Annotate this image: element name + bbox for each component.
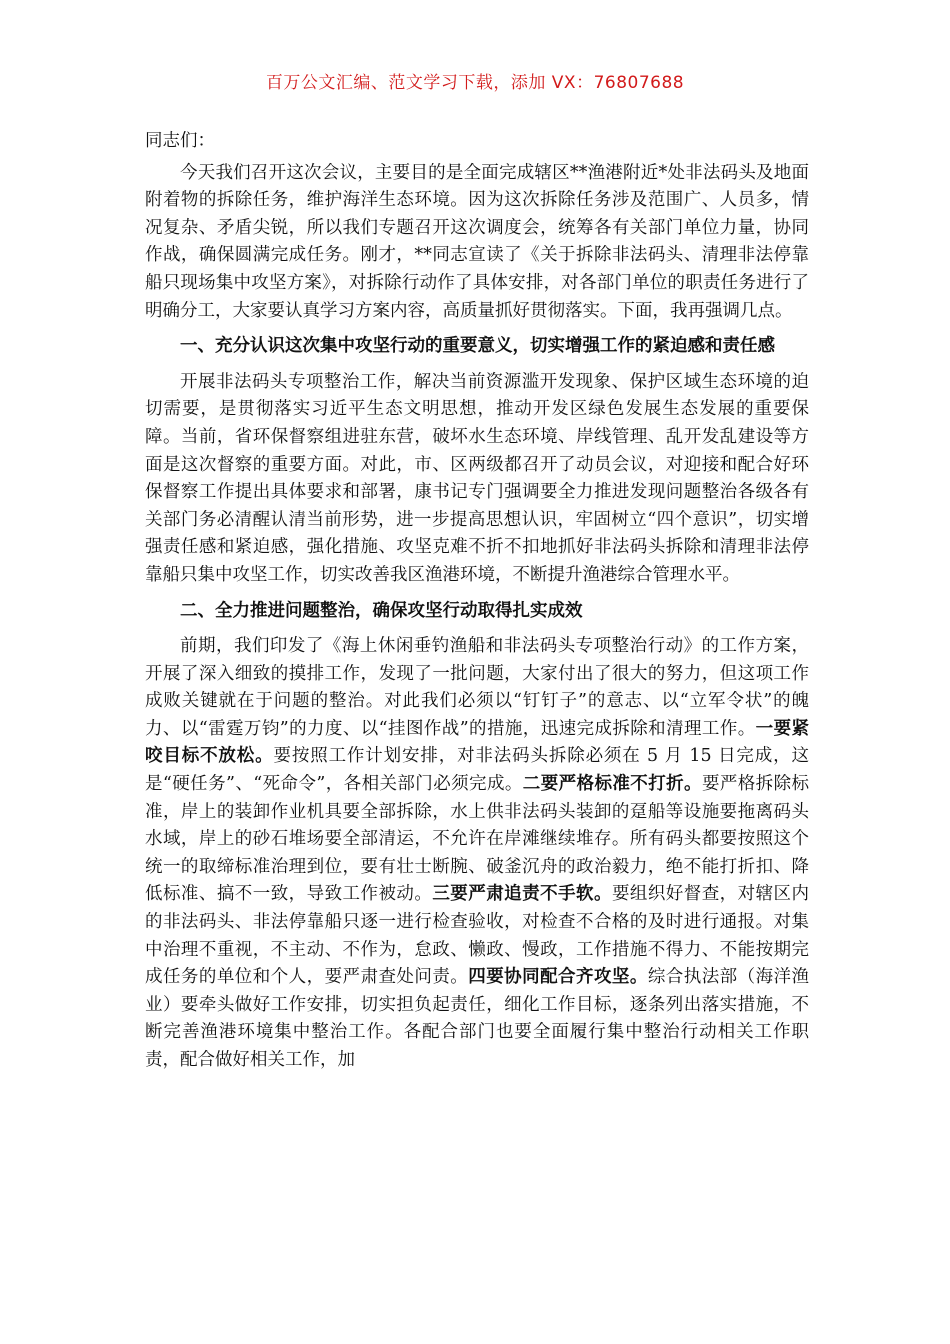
section-2-paragraph bbox=[145, 633, 809, 1075]
watermark-header: 百万公文汇编、范文学习下载，添加 VX：76807688 bbox=[265, 73, 685, 93]
salutation: 同志们： bbox=[145, 131, 215, 151]
section-2-text-d: 要组织好督查，对辖区内的非法码头、非法停靠船只逐一进行检查验收，对检查不合格的及时进行通报。对集中治理不重视，不主动、不作为，怠政、懒政、慢政，工作措施不得力、不能按期完成任务的单位和个人，要严肃查处问责。 bbox=[145, 884, 810, 988]
point-3-title: 三要严肃追责不手软。 bbox=[432, 884, 612, 905]
point-2-title: 二要严格标准不打折。 bbox=[522, 774, 702, 795]
section-2-text-a: 前期，我们印发了《海上休闲垂钓渔船和非法码头专项整治行动》的工作方案，开展了深入细致的摸排工作，发现了一批问题，大家付出了很大的努力，但这项工作成败关键就在于问题的整治。对此我们必须以“钉钉子”的意志、以“立军令状”的魄力、以“雷霆万钧”的力度、以“挂图作战”的措施，迅速完成拆除和清理工作。 bbox=[145, 636, 809, 739]
document-body bbox=[145, 128, 809, 1083]
section-1-heading: 一、充分认识这次集中攻坚行动的重要意义，切实增强工作的紧迫感和责任感 bbox=[180, 336, 775, 357]
point-1-title: 一要紧咬目标不放松。 bbox=[145, 718, 809, 767]
section-2-text-b: 要按照工作计划安排，对非法码头拆除必须在 5 月 15 日完成，这是“硬任务”、“死命令”，各相关部门必须完成。 bbox=[145, 746, 809, 795]
section-1-paragraph: 开展非法码头专项整治工作，解决当前资源滥开发现象、保护区域生态环境的迫切需要，是贯彻落实习近平生态文明思想，推动开发区绿色发展生态发展的重要保障。当前，省环保督察组进驻东营，破坏水生态环境、岸线管理、乱开发乱建设等方面是这次督察的重要方面。对此，市、区两级都召开了动员会议，对迎接和配合好环保督察工作提出具体要求和部署，康书记专门强调要全力推进发现问题整治各级各有关部门务必清醒认清当前形势，进一步提高思想认识，牢固树立“四个意识”，切实增强责任感和紧迫感，强化措施、攻坚克难不折不扣地抓好非法码头拆除和清理非法停靠船只集中攻坚工作，切实改善我区渔港环境，不断提升渔港综合管理水平。 bbox=[145, 371, 809, 585]
point-4-title: 四要协同配合齐攻坚。 bbox=[468, 967, 648, 988]
section-2-heading: 二、全力推进问题整治，确保攻坚行动取得扎实成效 bbox=[180, 600, 583, 621]
intro-paragraph: 今天我们召开这次会议，主要目的是全面完成辖区**渔港附近*处非法码头及地面附着物的拆除任务，维护海洋生态环境。因为这次拆除任务涉及范围广、人员多，情况复杂、矛盾尖锐，所以我们专题召开这次调度会，统筹各有关部门单位力量，协同作战，确保圆满完成任务。刚才，**同志宣读了《关于拆除非法码头、清理非法停靠船只现场集中攻坚方案》，对拆除行动作了具体安排，对各部门单位的职责任务进行了明确分工，大家要认真学习方案内容，高质量抓好贯彻落实。下面，我再强调几点。 bbox=[145, 162, 809, 321]
section-2-text-e: 综合执法部（海洋渔业）要牵头做好工作安排，切实担负起责任，细化工作目标，逐条列出落实措施，不断完善渔港环境集中整治工作。各配合部门也要全面履行集中整治行动相关工作职责，配合做好相关工作，加 bbox=[145, 967, 810, 1070]
section-2-text-c: 要严格拆除标准，岸上的装卸作业机具要全部拆除，水上供非法码头装卸的趸船等设施要拖离码头水域，岸上的砂石堆场要全部清运，不允许在岸滩继续堆存。所有码头都要按照这个统一的取缔标准治理到位，要有壮士断腕、破釜沉舟的政治毅力，绝不能打折扣、降低标准、搞不一致，导致工作被动。 bbox=[145, 774, 810, 905]
